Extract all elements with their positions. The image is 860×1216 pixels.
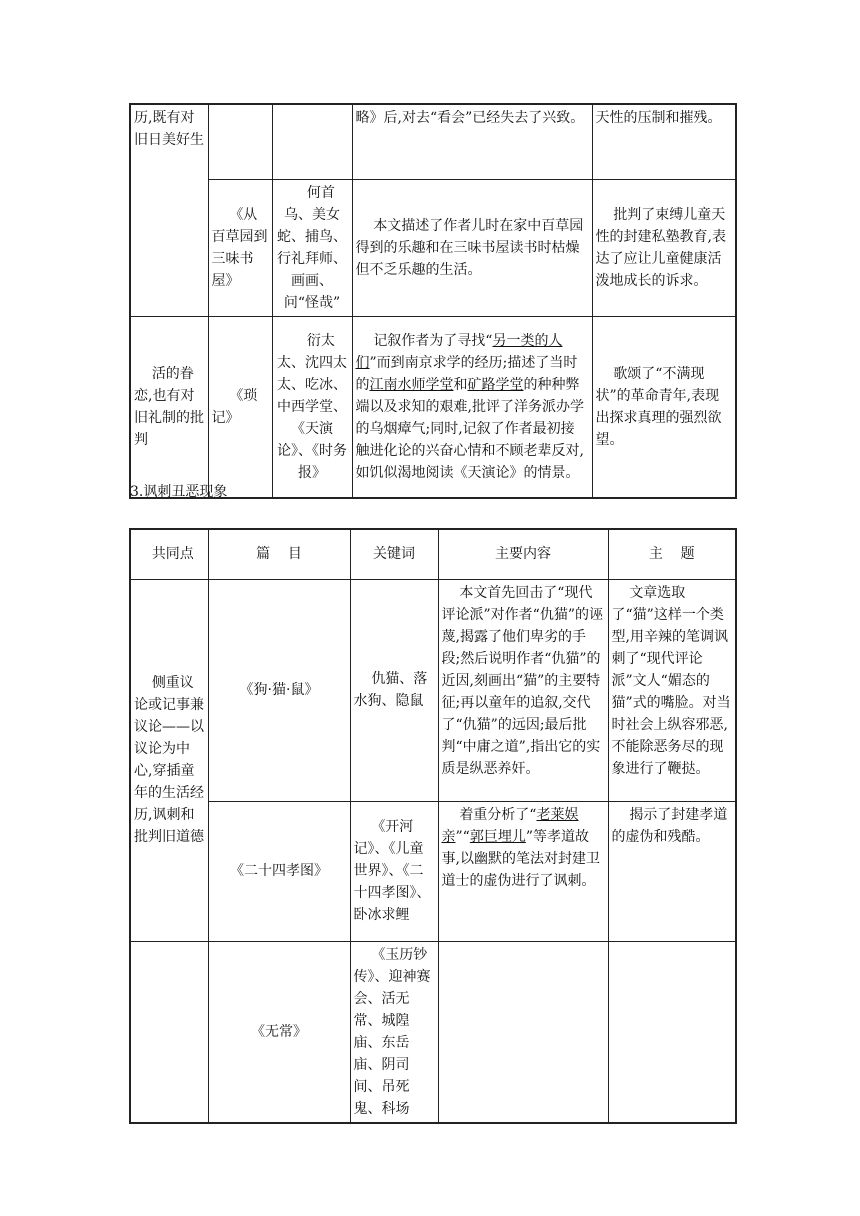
header-title: 篇 目 [208,529,350,579]
title-cell [208,104,272,179]
header-row [130,529,736,579]
underlined-term: 矿路学堂 [467,376,524,393]
keywords-cell: 何首乌、美女蛇、捕鸟、行礼拜师、画画、问“怪哉” [272,179,352,316]
theme-cell: 揭示了封建孝道的虚伪和残酷。 [608,801,736,941]
underlined-term: 郭巨埋儿 [469,828,526,845]
theme-cell [608,941,736,1123]
header-content: 主要内容 [438,529,608,579]
common-cell: 侧重议论或记事兼议论——以议论为中心,穿插童年的生活经历,讽刺和批判旧道德 [130,579,208,941]
keywords-cell: 《玉历钞传》、迎神赛会、活无常、城隍庙、东岳庙、阴司间、吊死鬼、科场 [350,941,438,1123]
table-row [130,104,736,179]
underlined-term: 江南水师学堂 [369,376,454,393]
table-row [130,579,736,801]
theme-cell: 批判了束缚儿童天性的封建私塾教育,表达了应让儿童健康活泼地成长的诉求。 [592,179,736,316]
table-row [130,801,736,941]
keywords-cell: 仇猫、落水狗、隐鼠 [350,579,438,801]
content-cell: 记叙作者为了寻找“另一类的人们”而到南京求学的经历;描述了当时的江南水师学堂和矿路学堂的种种弊端以及求知的艰难,批评了洋务派办学的乌烟瘴气;同时,记叙了作者最初接触进化论的兴奋心情和不顾老辈反对,如饥似渴地阅读《天演论》的情景。 [352,316,592,498]
underlined-term: 老莱娱亲 [441,806,579,845]
table-row [130,179,736,316]
keywords-cell: 《开河记》、《儿童世界》、《二十四孝图》、卧冰求鲤 [350,801,438,941]
keywords-cell: 衍太太、沈四太太、吃冰、中西学堂、《天演论》、《时务报》 [272,316,352,498]
title-cell: 《无常》 [208,941,350,1123]
header-theme: 主 题 [608,529,736,579]
title-cell: 《琐记》 [208,316,272,498]
title-cell: 《二十四孝图》 [208,801,350,941]
theme-cell: 天性的压制和摧残。 [592,104,736,179]
theme-cell: 文章选取了“猫”这样一个类型,用辛辣的笔调讽刺了“现代评论派”文人“媚态的猫”式的嘴脸。对当时社会上纵容邪恶,不能除恶务尽的现象进行了鞭挞。 [608,579,736,801]
common-cell: 历,既有对旧日美好生 [130,104,208,316]
table-row [130,941,736,1123]
top-table [129,103,737,499]
common-cell: 活的眷恋,也有对旧礼制的批判 [130,316,208,498]
header-common: 共同点 [130,529,208,579]
table-row [130,316,736,498]
content-cell [438,941,608,1123]
underlined-term: 另一类的人们 [355,332,563,371]
bottom-table [129,528,737,1124]
common-cell [130,941,208,1123]
header-keywords: 关键词 [350,529,438,579]
section-caption: 3.讽刺丑恶现象 [130,484,228,500]
keywords-cell [272,104,352,179]
theme-cell: 歌颂了“不满现状”的革命青年,表现出探求真理的强烈欲望。 [592,316,736,498]
title-cell: 《狗·猫·鼠》 [208,579,350,801]
content-cell: 着重分析了“老莱娱亲”“郭巨埋儿”等孝道故事,以幽默的笔法对封建卫道士的虚伪进行了讽刺。 [438,801,608,941]
content-cell: 略》后,对去“看会”已经失去了兴致。 [352,104,592,179]
content-cell: 本文描述了作者儿时在家中百草园得到的乐趣和在三味书屋读书时枯燥但不乏乐趣的生活。 [352,179,592,316]
title-cell: 《从百草园到三味书屋》 [208,179,272,316]
content-cell: 本文首先回击了“现代评论派”对作者“仇猫”的诬蔑,揭露了他们卑劣的手段;然后说明作者“仇猫”的近因,刻画出“猫”的主要特征;再以童年的追叙,交代了“仇猫”的远因;最后批判“中庸之道”,指出它的实质是纵恶养奸。 [438,579,608,801]
